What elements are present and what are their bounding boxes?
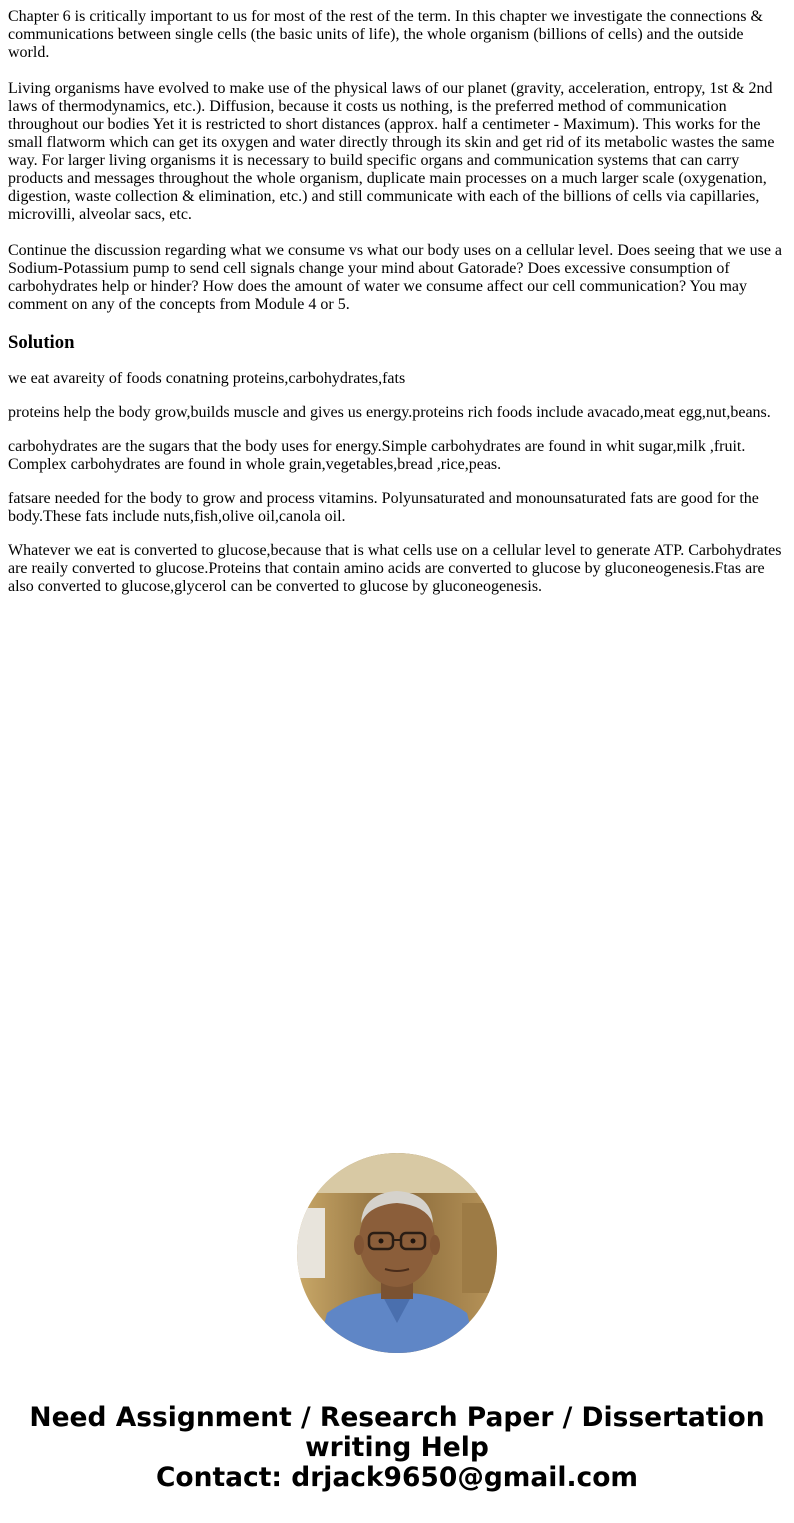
promo-footer: [0, 1153, 794, 1493]
solution-paragraph: carbohydrates are the sugars that the body uses for energy.Simple carbohydrates are found in whit sugar,milk ,fruit. Complex carbohydrates are found in whole grain,vegetables,bread ,rice,peas.: [8, 438, 746, 473]
question-paragraph: Continue the discussion regarding what we consume vs what our body uses on a cellular level. Does seeing that we use a Sodium-Potassium pump to send cell signals change your mind about Gatorade? Does excessive consumption of carbohydrates help or hinder? How does the amount of water we consume affect our cell communication? You may comment on any of the concepts from Module 4 or 5.: [8, 242, 783, 313]
solution-paragraph: fatsare needed for the body to grow and process vitamins. Polyunsaturated and monounsaturated fats are good for the body.These fats include nuts,fish,olive oil,canola oil.: [8, 490, 759, 525]
solution-heading: Solution: [8, 332, 75, 353]
page-content: [8, 8, 786, 612]
promo-text: [0, 1403, 794, 1493]
promo-line: writing Help: [305, 1432, 489, 1463]
solution-paragraph: proteins help the body grow,builds muscle and gives us energy.proteins rich foods include avacado,meat egg,nut,beans.: [8, 404, 771, 421]
contact-line: Contact: drjack9650@gmail.com: [155, 1462, 639, 1493]
avatar-portrait: [297, 1153, 497, 1353]
question-paragraph: Chapter 6 is critically important to us for most of the rest of the term. In this chapter we investigate the connections & communications between single cells (the basic units of life), the whole organism (billions of cells) and the outside world.: [8, 8, 763, 61]
solution-paragraph: we eat avareity of foods conatning proteins,carbohydrates,fats: [8, 370, 406, 387]
question-paragraph: Living organisms have evolved to make use of the physical laws of our planet (gravity, acceleration, entropy, 1st & 2nd laws of thermodynamics, etc.). Diffusion, because it costs us nothing, is the preferred method of communication throughout our bodies Yet it is restricted to short distances (approx. half a centimeter - Maximum). This works for the small flatworm which can get its oxygen and water directly through its skin and get rid of its metabolic wastes the same way. For larger living organisms it is necessary to build specific organs and communication systems that can carry products and messages throughout the whole organism, duplicate main processes on a much larger scale (oxygenation, digestion, waste collection & elimination, etc.) and still communicate with each of the billions of cells via capillaries, microvilli, alveolar sacs, etc.: [8, 80, 775, 223]
avatar: [297, 1153, 497, 1353]
solution-section: [8, 370, 786, 596]
question-section: [8, 8, 786, 314]
solution-paragraph: Whatever we eat is converted to glucose,because that is what cells use on a cellular level to generate ATP. Carbohydrates are reaily converted to glucose.Proteins that contain amino acids are converted to glucose by gluconeogenesis.Ftas are also converted to glucose,glycerol can be converted to glucose by gluconeogenesis.: [8, 542, 782, 595]
promo-line: Need Assignment / Research Paper / Dissertation: [29, 1402, 765, 1433]
